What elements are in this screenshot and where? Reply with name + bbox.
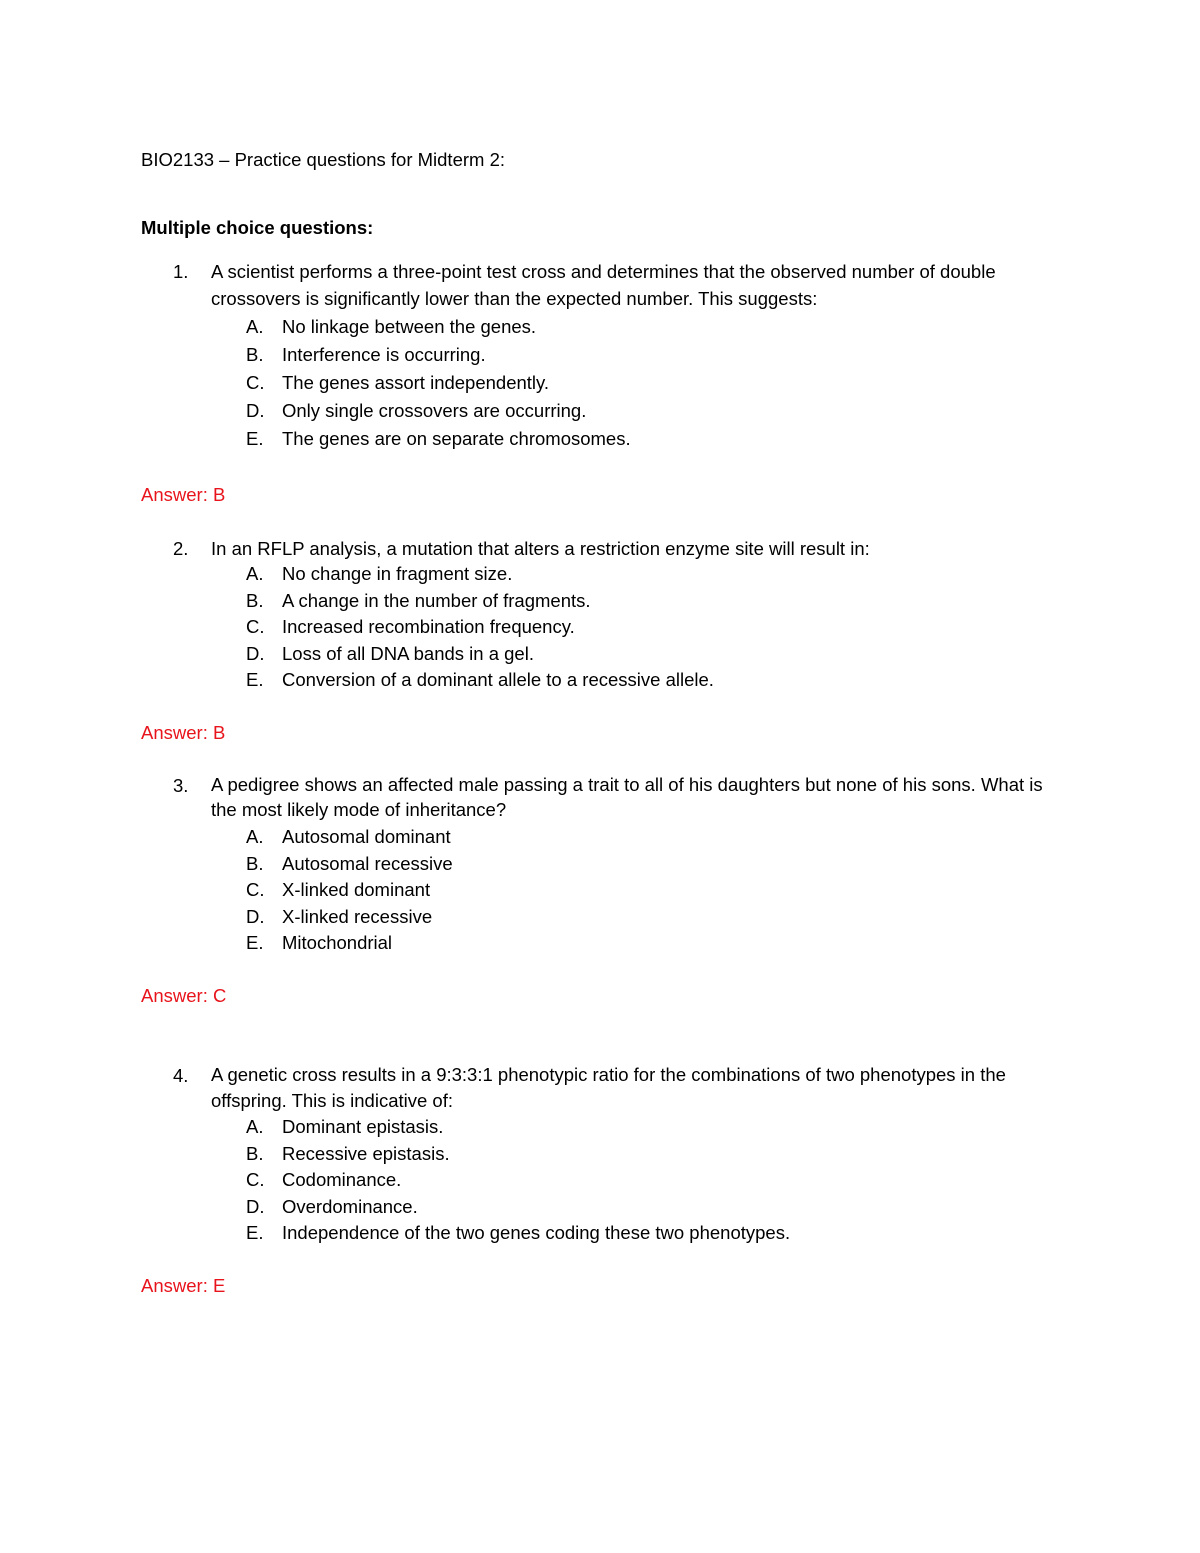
option-text: Codominance.	[282, 1169, 402, 1190]
question-number: 3.	[173, 775, 189, 796]
option-letter: E.	[246, 427, 264, 449]
option-letter: E.	[246, 1222, 264, 1243]
option-b	[0, 851, 1200, 878]
option-list	[0, 1114, 1200, 1247]
option-letter: E.	[246, 669, 264, 690]
option-a	[0, 824, 1200, 851]
option-letter: C.	[246, 1169, 265, 1190]
option-letter: A.	[246, 316, 264, 337]
option-text: The genes are on separate chromosomes.	[282, 427, 631, 449]
option-letter: B.	[246, 343, 264, 365]
option-e	[0, 930, 1200, 957]
option-letter: B.	[246, 1142, 264, 1164]
section-heading: Multiple choice questions:	[141, 217, 374, 238]
option-a	[0, 1114, 1200, 1141]
option-e	[0, 425, 1200, 453]
option-letter: E.	[246, 932, 264, 953]
option-text: The genes assort independently.	[282, 371, 550, 393]
option-text: Independence of the two genes coding these two phenotypes.	[282, 1222, 791, 1243]
option-list	[0, 824, 1200, 957]
answer-text: Answer: E	[141, 1275, 226, 1296]
option-letter: C.	[246, 879, 265, 900]
option-letter: D.	[246, 642, 265, 664]
question-text: A scientist performs a three-point test cross and determines that the observed number of double crossovers is significantly lower than the expected number. This suggests:	[211, 261, 996, 309]
question-number: 1.	[173, 261, 189, 282]
document-title: BIO2133 – Practice questions for Midterm 2:	[141, 149, 506, 170]
option-text: Loss of all DNA bands in a gel.	[282, 642, 534, 664]
option-c	[0, 877, 1200, 904]
question-text: In an RFLP analysis, a mutation that alters a restriction enzyme site will result in:	[211, 538, 870, 559]
option-letter: C.	[246, 616, 265, 637]
option-b	[0, 1141, 1200, 1168]
option-letter: C.	[246, 371, 265, 393]
option-text: Autosomal dominant	[282, 826, 451, 847]
option-letter: B.	[246, 852, 264, 874]
option-text: No change in fragment size.	[282, 563, 513, 584]
option-text: A change in the number of fragments.	[282, 589, 591, 611]
option-d	[0, 397, 1200, 425]
option-b	[0, 341, 1200, 369]
option-letter: A.	[246, 563, 264, 584]
option-text: Overdominance.	[282, 1195, 418, 1217]
option-text: No linkage between the genes.	[282, 316, 537, 337]
option-e	[0, 667, 1200, 694]
option-d	[0, 904, 1200, 931]
option-text: Mitochondrial	[282, 932, 393, 953]
option-list	[0, 561, 1200, 694]
option-a	[0, 561, 1200, 588]
option-list	[0, 314, 1200, 453]
option-b	[0, 588, 1200, 615]
option-a	[0, 314, 1200, 341]
answer-text: Answer: B	[141, 722, 226, 743]
option-text: Increased recombination frequency.	[282, 616, 575, 637]
question-text: A pedigree shows an affected male passing a trait to all of his daughters but none of his sons. What is the most likely mode of inheritance?	[211, 774, 1043, 820]
question-number: 2.	[173, 538, 189, 559]
option-letter: D.	[246, 1195, 265, 1217]
question-number: 4.	[173, 1065, 189, 1086]
question-text: A genetic cross results in a 9:3:3:1 phenotypic ratio for the combinations of two phenotypes in the offspring. This is indicative of:	[211, 1064, 1006, 1111]
option-c	[0, 369, 1200, 397]
option-d	[0, 641, 1200, 668]
option-text: Conversion of a dominant allele to a recessive allele.	[282, 669, 714, 690]
option-text: Interference is occurring.	[282, 343, 486, 365]
option-letter: D.	[246, 905, 265, 927]
option-text: X-linked recessive	[282, 905, 433, 927]
answer-text: Answer: C	[141, 985, 227, 1006]
option-text: Autosomal recessive	[282, 852, 453, 874]
option-text: Only single crossovers are occurring.	[282, 399, 587, 421]
option-text: Dominant epistasis.	[282, 1116, 444, 1137]
option-c	[0, 614, 1200, 641]
option-letter: D.	[246, 399, 265, 421]
option-text: Recessive epistasis.	[282, 1142, 450, 1164]
option-e	[0, 1220, 1200, 1247]
option-letter: A.	[246, 826, 264, 847]
option-c	[0, 1167, 1200, 1194]
option-letter: A.	[246, 1116, 264, 1137]
option-letter: B.	[246, 589, 264, 611]
option-d	[0, 1194, 1200, 1221]
answer-text: Answer: B	[141, 484, 226, 505]
option-text: X-linked dominant	[282, 879, 431, 900]
